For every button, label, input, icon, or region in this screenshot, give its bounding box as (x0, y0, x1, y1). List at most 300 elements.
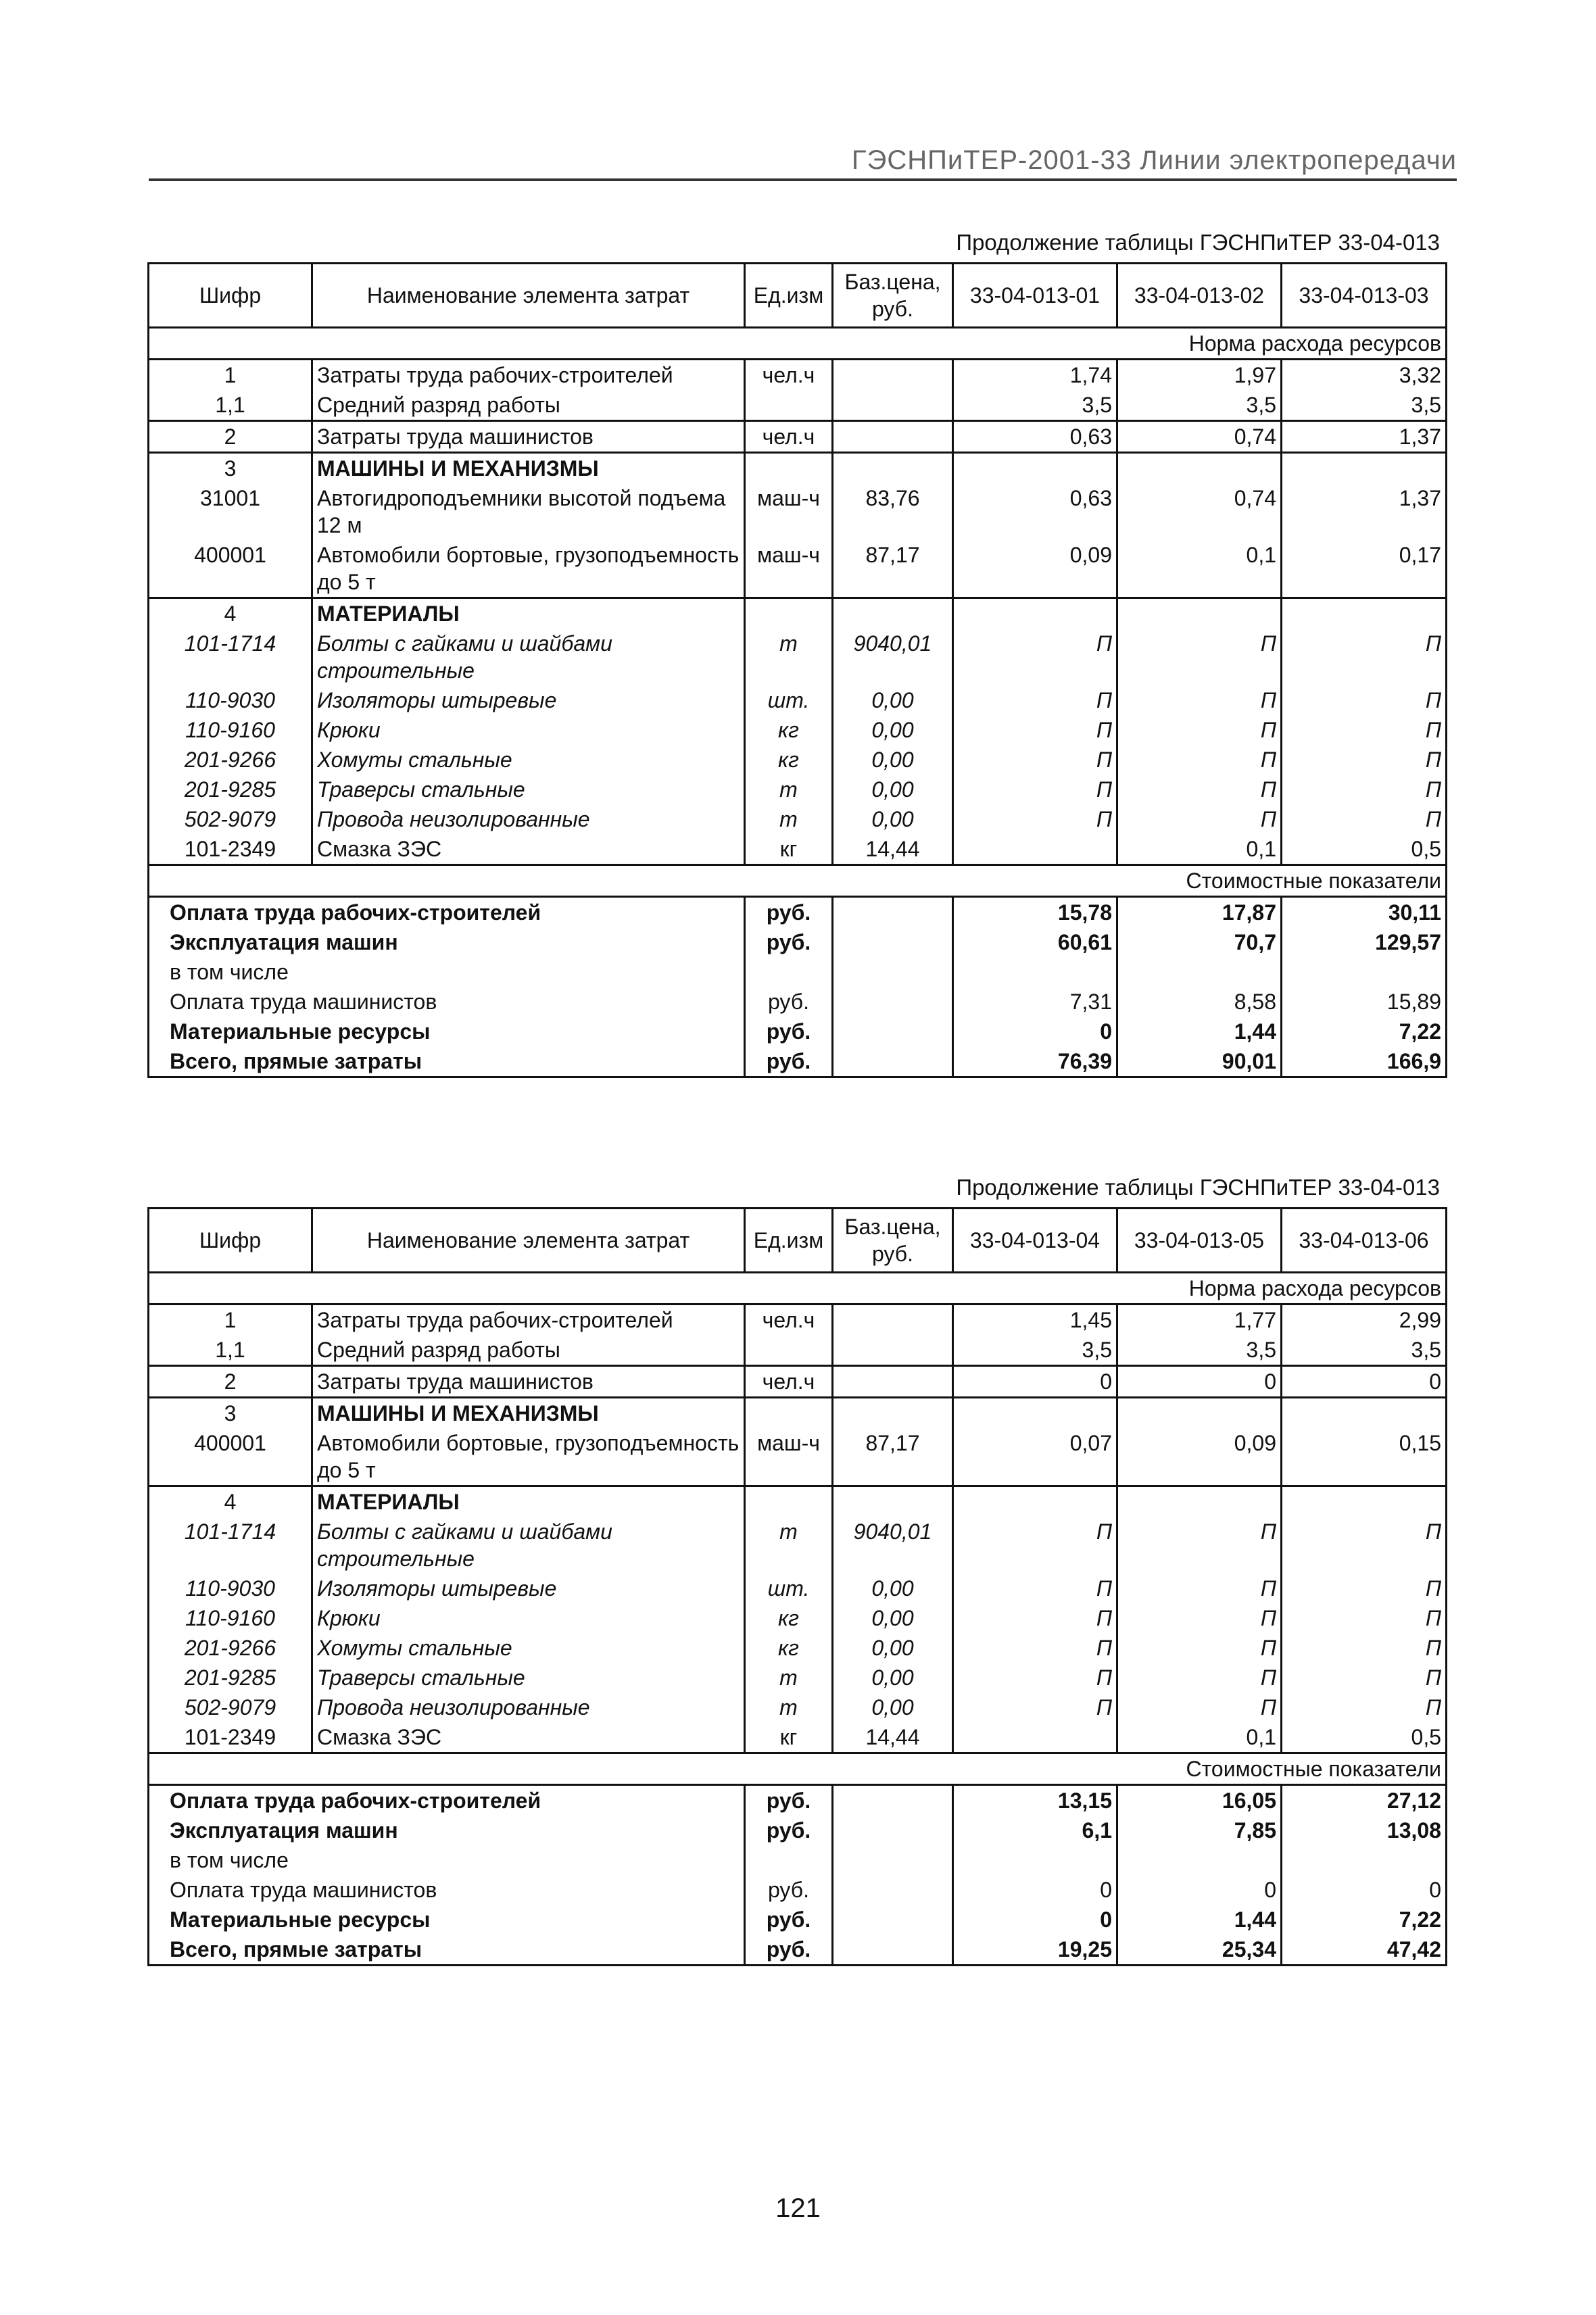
row-v2 (1117, 1486, 1282, 1517)
row-unit (745, 1398, 833, 1429)
cost-v3: 47,42 (1282, 1934, 1447, 1966)
row-unit: т (745, 775, 833, 804)
row-v2 (1117, 598, 1282, 629)
table-row (149, 629, 1447, 685)
cost-v1: 15,78 (953, 897, 1117, 928)
cost-unit (745, 957, 833, 987)
row-v3 (1282, 1398, 1447, 1429)
cost-v1: 60,61 (953, 927, 1117, 957)
row-price (833, 360, 953, 391)
row-price: 0,00 (833, 745, 953, 775)
section-row-machines (149, 1398, 1447, 1429)
row-v1 (953, 1722, 1117, 1753)
table-row (149, 1603, 1447, 1633)
cost-unit: руб. (745, 1017, 833, 1046)
norm-label: Норма расхода ресурсов (149, 1273, 1447, 1305)
resource-table-1 (147, 262, 1447, 1078)
row-code: 3 (149, 453, 312, 484)
row-code: 201-9285 (149, 1663, 312, 1692)
cost-unit: руб. (745, 897, 833, 928)
header-code: Шифр (149, 264, 312, 328)
row-v3: 0,5 (1282, 1722, 1447, 1753)
cost-v2: 25,34 (1117, 1934, 1282, 1966)
table-row (149, 775, 1447, 804)
row-code: 3 (149, 1398, 312, 1429)
row-unit (745, 453, 833, 484)
cost-price (833, 1934, 953, 1966)
cost-price (833, 897, 953, 928)
row-price: 0,00 (833, 685, 953, 715)
cost-row (149, 1905, 1447, 1934)
row-code: 1 (149, 1305, 312, 1336)
row-name: Автомобили бортовые, грузоподъемность до 5 т (312, 540, 745, 598)
cost-v2: 16,05 (1117, 1785, 1282, 1816)
row-price (833, 453, 953, 484)
section-row-materials (149, 598, 1447, 629)
row-v2: 0,09 (1117, 1428, 1282, 1486)
row-unit: кг (745, 745, 833, 775)
row-v1 (953, 1398, 1117, 1429)
row-unit (745, 1486, 833, 1517)
norm-row (149, 1273, 1447, 1305)
row-name: Затраты труда рабочих-строителей (312, 360, 745, 391)
section-row-materials (149, 1486, 1447, 1517)
header-row (149, 1209, 1447, 1273)
cost-v2: 7,85 (1117, 1816, 1282, 1845)
row-v1: П (953, 629, 1117, 685)
row-code: 2 (149, 1366, 312, 1398)
row-v2: 0,74 (1117, 483, 1282, 540)
row-v2: П (1117, 1663, 1282, 1692)
cost-row (149, 1816, 1447, 1845)
row-price (833, 1398, 953, 1429)
cost-v3: 166,9 (1282, 1046, 1447, 1077)
row-code: 110-9160 (149, 715, 312, 745)
row-unit: т (745, 629, 833, 685)
row-unit: шт. (745, 1574, 833, 1603)
row-v2 (1117, 453, 1282, 484)
cost-v2: 1,44 (1117, 1017, 1282, 1046)
row-v3: П (1282, 775, 1447, 804)
norm-row (149, 328, 1447, 360)
row-price: 0,00 (833, 1603, 953, 1633)
table-row (149, 1335, 1447, 1366)
table-row (149, 360, 1447, 391)
row-price (833, 1335, 953, 1366)
header-code: Шифр (149, 1209, 312, 1273)
row-v3: П (1282, 1517, 1447, 1574)
table2-caption: Продолжение таблицы ГЭСНПиТЕР 33-04-013 (956, 1175, 1440, 1200)
cost-v3: 30,11 (1282, 897, 1447, 928)
row-unit: т (745, 804, 833, 834)
cost-v1 (953, 957, 1117, 987)
row-v1: 0 (953, 1366, 1117, 1398)
table-row (149, 390, 1447, 421)
row-unit: маш-ч (745, 1428, 833, 1486)
row-code: 201-9266 (149, 745, 312, 775)
cost-row (149, 897, 1447, 928)
row-name: Провода неизолированные (312, 1692, 745, 1722)
cost-v2: 0 (1117, 1875, 1282, 1905)
row-v3: 3,32 (1282, 360, 1447, 391)
cost-v3: 7,22 (1282, 1905, 1447, 1934)
cost-unit: руб. (745, 1875, 833, 1905)
row-v3: П (1282, 629, 1447, 685)
row-v3: 3,5 (1282, 390, 1447, 421)
cost-unit: руб. (745, 1785, 833, 1816)
cost-price (833, 1046, 953, 1077)
cost-row (149, 1785, 1447, 1816)
cost-unit: руб. (745, 1816, 833, 1845)
row-code: 4 (149, 598, 312, 629)
row-v3: 1,37 (1282, 483, 1447, 540)
table-row (149, 1366, 1447, 1398)
row-code: 400001 (149, 1428, 312, 1486)
header-name: Наименование элемента затрат (312, 264, 745, 328)
row-unit: т (745, 1692, 833, 1722)
row-v3: 1,37 (1282, 421, 1447, 453)
row-v2: П (1117, 775, 1282, 804)
row-v2: П (1117, 1574, 1282, 1603)
row-v2: 0,74 (1117, 421, 1282, 453)
cost-row-total (149, 1046, 1447, 1077)
row-price: 0,00 (833, 804, 953, 834)
table-row (149, 715, 1447, 745)
table-row (149, 421, 1447, 453)
row-name: Затраты труда машинистов (312, 421, 745, 453)
row-code: 31001 (149, 483, 312, 540)
row-code: 110-9030 (149, 685, 312, 715)
row-v1: П (953, 1517, 1117, 1574)
row-v1: 0,63 (953, 483, 1117, 540)
cost-price (833, 987, 953, 1017)
row-v3: П (1282, 685, 1447, 715)
stoim-label: Стоимостные показатели (149, 865, 1447, 897)
cost-unit (745, 1845, 833, 1875)
row-unit: кг (745, 834, 833, 865)
row-price (833, 390, 953, 421)
header-col-2: 33-04-013-02 (1117, 264, 1282, 328)
header-col-1: 33-04-013-01 (953, 264, 1117, 328)
row-v3 (1282, 1486, 1447, 1517)
row-name: Болты с гайками и шайбами строительные (312, 1517, 745, 1574)
cost-label: в том числе (149, 1845, 745, 1875)
row-v1: 0,07 (953, 1428, 1117, 1486)
row-name: МАШИНЫ И МЕХАНИЗМЫ (312, 1398, 745, 1429)
row-v1 (953, 834, 1117, 865)
table-row (149, 483, 1447, 540)
row-v3: П (1282, 1663, 1447, 1692)
row-v3: П (1282, 745, 1447, 775)
row-code: 1,1 (149, 1335, 312, 1366)
cost-label: Оплата труда рабочих-строителей (149, 897, 745, 928)
cost-label: Эксплуатация машин (149, 927, 745, 957)
row-unit: маш-ч (745, 483, 833, 540)
row-code: 502-9079 (149, 1692, 312, 1722)
row-v2: 0,1 (1117, 1722, 1282, 1753)
row-v1: П (953, 1603, 1117, 1633)
row-unit: чел.ч (745, 421, 833, 453)
resource-table-2 (147, 1207, 1447, 1966)
cost-price (833, 1905, 953, 1934)
cost-unit: руб. (745, 1905, 833, 1934)
row-name: МАШИНЫ И МЕХАНИЗМЫ (312, 453, 745, 484)
table-row (149, 1692, 1447, 1722)
cost-unit: руб. (745, 1046, 833, 1077)
cost-v3: 27,12 (1282, 1785, 1447, 1816)
cost-v3: 0 (1282, 1875, 1447, 1905)
row-unit: кг (745, 715, 833, 745)
row-price (833, 1486, 953, 1517)
row-name: Изоляторы штыревые (312, 685, 745, 715)
row-price: 14,44 (833, 1722, 953, 1753)
table-row (149, 1305, 1447, 1336)
row-name: Изоляторы штыревые (312, 1574, 745, 1603)
row-v2: П (1117, 1692, 1282, 1722)
table-row (149, 540, 1447, 598)
row-v1: 1,45 (953, 1305, 1117, 1336)
row-name: Смазка ЗЭС (312, 1722, 745, 1753)
row-code: 201-9285 (149, 775, 312, 804)
row-v2: П (1117, 629, 1282, 685)
cost-v2 (1117, 1845, 1282, 1875)
table-row (149, 834, 1447, 865)
row-price (833, 1305, 953, 1336)
row-name: Затраты труда рабочих-строителей (312, 1305, 745, 1336)
table-row (149, 804, 1447, 834)
cost-v2: 90,01 (1117, 1046, 1282, 1077)
row-v1: П (953, 685, 1117, 715)
row-price: 83,76 (833, 483, 953, 540)
row-v2: П (1117, 1603, 1282, 1633)
row-v3: П (1282, 1692, 1447, 1722)
row-unit: т (745, 1517, 833, 1574)
row-name: Смазка ЗЭС (312, 834, 745, 865)
row-code: 201-9266 (149, 1633, 312, 1663)
row-code: 110-9160 (149, 1603, 312, 1633)
cost-row (149, 987, 1447, 1017)
row-price (833, 1366, 953, 1398)
cost-v1: 0 (953, 1875, 1117, 1905)
page-number: 121 (775, 2193, 821, 2223)
row-unit: кг (745, 1722, 833, 1753)
row-v1: 0,63 (953, 421, 1117, 453)
cost-price (833, 1785, 953, 1816)
section-row-machines (149, 453, 1447, 484)
cost-v1: 0 (953, 1905, 1117, 1934)
row-v2: 0 (1117, 1366, 1282, 1398)
cost-row (149, 1875, 1447, 1905)
table-row (149, 1574, 1447, 1603)
row-v1: П (953, 1663, 1117, 1692)
row-price: 0,00 (833, 715, 953, 745)
row-name: Средний разряд работы (312, 390, 745, 421)
cost-row (149, 1017, 1447, 1046)
row-code: 400001 (149, 540, 312, 598)
row-v1: 0,09 (953, 540, 1117, 598)
row-v1 (953, 598, 1117, 629)
row-v3: 2,99 (1282, 1305, 1447, 1336)
row-v1: П (953, 1574, 1117, 1603)
cost-v3 (1282, 957, 1447, 987)
norm-label: Норма расхода ресурсов (149, 328, 1447, 360)
row-v2: П (1117, 1633, 1282, 1663)
row-v1: П (953, 745, 1117, 775)
row-v1: 3,5 (953, 1335, 1117, 1366)
row-unit: шт. (745, 685, 833, 715)
row-v3: 0,17 (1282, 540, 1447, 598)
cost-price (833, 1875, 953, 1905)
row-unit (745, 598, 833, 629)
row-v3: П (1282, 1574, 1447, 1603)
row-unit: кг (745, 1603, 833, 1633)
row-v3: 0,5 (1282, 834, 1447, 865)
row-v2: 0,1 (1117, 834, 1282, 865)
row-v2: П (1117, 715, 1282, 745)
header-unit: Ед.изм (745, 1209, 833, 1273)
cost-label: Всего, прямые затраты (149, 1046, 745, 1077)
row-unit (745, 390, 833, 421)
header-name: Наименование элемента затрат (312, 1209, 745, 1273)
row-v3: 0 (1282, 1366, 1447, 1398)
table-row (149, 685, 1447, 715)
row-unit (745, 1335, 833, 1366)
row-v3: П (1282, 1603, 1447, 1633)
row-name: Автомобили бортовые, грузоподъемность до 5 т (312, 1428, 745, 1486)
cost-v3: 15,89 (1282, 987, 1447, 1017)
row-v2: 0,1 (1117, 540, 1282, 598)
row-unit: т (745, 1663, 833, 1692)
row-code: 1,1 (149, 390, 312, 421)
row-v2: 1,97 (1117, 360, 1282, 391)
row-name: Затраты труда машинистов (312, 1366, 745, 1398)
cost-v3: 7,22 (1282, 1017, 1447, 1046)
row-price: 9040,01 (833, 1517, 953, 1574)
cost-v1: 13,15 (953, 1785, 1117, 1816)
table-row (149, 1633, 1447, 1663)
header-col-3: 33-04-013-03 (1282, 264, 1447, 328)
row-price: 87,17 (833, 540, 953, 598)
row-price: 87,17 (833, 1428, 953, 1486)
header-price: Баз.цена, руб. (833, 1209, 953, 1273)
cost-unit: руб. (745, 927, 833, 957)
header-price: Баз.цена, руб. (833, 264, 953, 328)
cost-price (833, 1845, 953, 1875)
row-name: Крюки (312, 715, 745, 745)
row-price (833, 598, 953, 629)
row-name: Траверсы стальные (312, 1663, 745, 1692)
row-price: 9040,01 (833, 629, 953, 685)
row-price: 0,00 (833, 1692, 953, 1722)
cost-price (833, 1816, 953, 1845)
row-v2 (1117, 1398, 1282, 1429)
row-unit: чел.ч (745, 1305, 833, 1336)
row-v2: 3,5 (1117, 1335, 1282, 1366)
row-v2: 3,5 (1117, 390, 1282, 421)
row-code: 110-9030 (149, 1574, 312, 1603)
row-v3: 0,15 (1282, 1428, 1447, 1486)
row-v1: 3,5 (953, 390, 1117, 421)
row-v2: П (1117, 685, 1282, 715)
row-name: МАТЕРИАЛЫ (312, 598, 745, 629)
row-code: 2 (149, 421, 312, 453)
header-unit: Ед.изм (745, 264, 833, 328)
row-price: 0,00 (833, 1663, 953, 1692)
row-unit: чел.ч (745, 360, 833, 391)
row-name: Автогидроподъемники высотой подъема 12 м (312, 483, 745, 540)
cost-v3: 13,08 (1282, 1816, 1447, 1845)
row-name: Болты с гайками и шайбами строительные (312, 629, 745, 685)
row-name: Хомуты стальные (312, 745, 745, 775)
row-unit: маш-ч (745, 540, 833, 598)
cost-v2: 17,87 (1117, 897, 1282, 928)
cost-header-row (149, 865, 1447, 897)
row-v1: П (953, 804, 1117, 834)
row-name: МАТЕРИАЛЫ (312, 1486, 745, 1517)
cost-label: Материальные ресурсы (149, 1017, 745, 1046)
row-v1: 1,74 (953, 360, 1117, 391)
header-col-2: 33-04-013-05 (1117, 1209, 1282, 1273)
cost-v2: 1,44 (1117, 1905, 1282, 1934)
row-code: 101-2349 (149, 1722, 312, 1753)
row-unit: чел.ч (745, 1366, 833, 1398)
row-code: 101-1714 (149, 1517, 312, 1574)
cost-label: Эксплуатация машин (149, 1816, 745, 1845)
row-price: 14,44 (833, 834, 953, 865)
row-v3 (1282, 453, 1447, 484)
cost-v3: 129,57 (1282, 927, 1447, 957)
cost-price (833, 1017, 953, 1046)
row-price: 0,00 (833, 1574, 953, 1603)
cost-row (149, 927, 1447, 957)
row-name: Средний разряд работы (312, 1335, 745, 1366)
cost-v1: 19,25 (953, 1934, 1117, 1966)
row-code: 101-2349 (149, 834, 312, 865)
row-name: Траверсы стальные (312, 775, 745, 804)
stoim-label: Стоимостные показатели (149, 1753, 1447, 1785)
cost-label: Оплата труда машинистов (149, 987, 745, 1017)
table-row (149, 1428, 1447, 1486)
running-head: ГЭСНПиТЕР-2001-33 Линии электропередачи (149, 145, 1457, 181)
cost-v1: 76,39 (953, 1046, 1117, 1077)
row-price: 0,00 (833, 1633, 953, 1663)
row-code: 1 (149, 360, 312, 391)
row-v1: П (953, 1692, 1117, 1722)
row-v3: П (1282, 715, 1447, 745)
cost-label: Всего, прямые затраты (149, 1934, 745, 1966)
row-v3 (1282, 598, 1447, 629)
row-v1 (953, 453, 1117, 484)
table-row (149, 1663, 1447, 1692)
cost-label: в том числе (149, 957, 745, 987)
row-v2: 1,77 (1117, 1305, 1282, 1336)
row-v1 (953, 1486, 1117, 1517)
row-code: 4 (149, 1486, 312, 1517)
header-row (149, 264, 1447, 328)
cost-v3 (1282, 1845, 1447, 1875)
row-v3: П (1282, 804, 1447, 834)
row-name: Хомуты стальные (312, 1633, 745, 1663)
cost-label: Материальные ресурсы (149, 1905, 745, 1934)
row-v2: П (1117, 1517, 1282, 1574)
cost-v2: 70,7 (1117, 927, 1282, 957)
cost-header-row (149, 1753, 1447, 1785)
cost-price (833, 957, 953, 987)
row-v1: П (953, 775, 1117, 804)
cost-unit: руб. (745, 1934, 833, 1966)
cost-row (149, 957, 1447, 987)
row-price: 0,00 (833, 775, 953, 804)
